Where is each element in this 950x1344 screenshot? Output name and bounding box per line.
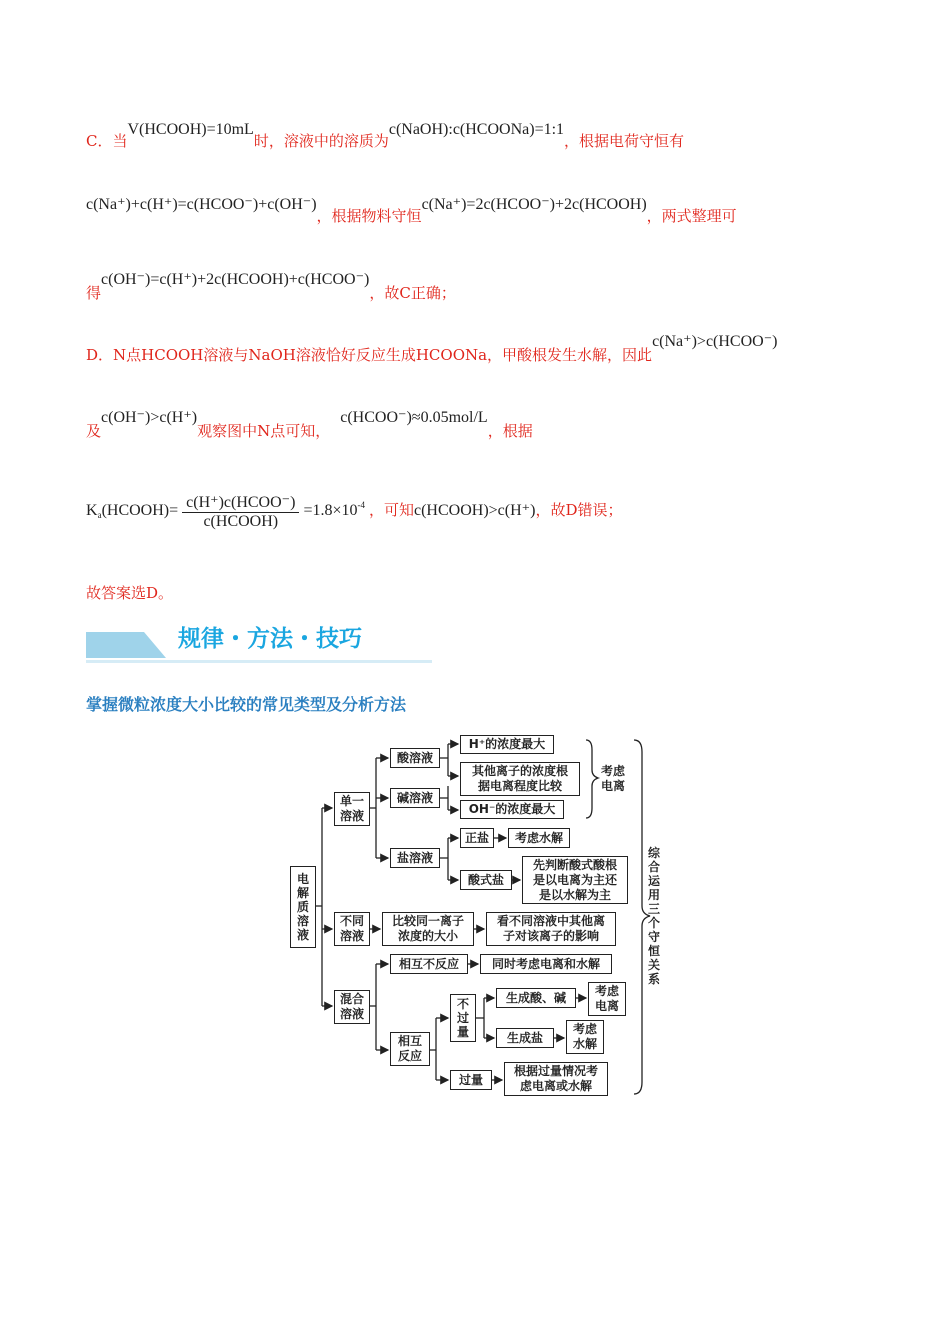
formula-v-hcooh: V(HCOOH)=10mL [127, 121, 254, 138]
node-mixed-solution: 混合 溶液 [334, 990, 370, 1024]
formula-na-gt-hcoo: c(Na⁺)>c(HCOO⁻) [652, 333, 778, 350]
section-subheading: 掌握微粒浓度大小比较的常见类型及分析方法 [86, 695, 407, 714]
node-gen-acid-base: 生成酸、碱 [496, 988, 576, 1008]
ka-numerator: c(H⁺)c(HCOO⁻) [182, 492, 299, 513]
node-acid-salt: 酸式盐 [460, 870, 512, 890]
para-c-suffix: ，根据电荷守恒有 [564, 132, 685, 150]
node-consider-hydrolysis: 考虑水解 [508, 828, 570, 848]
node-excess-note: 根据过量情况考 虑电离或水解 [504, 1062, 608, 1096]
node-excess: 过量 [450, 1070, 492, 1090]
node-electrolyte-solution: 电 解 质 溶 液 [290, 866, 316, 948]
label-three-conservation: 综 合 运 用 三 个 守 恒 关 系 [647, 846, 660, 986]
node-gen-salt: 生成盐 [496, 1028, 554, 1048]
node-both-ionization-hydrolysis: 同时考虑电离和水解 [480, 954, 612, 974]
node-compare-same-ion: 比较同一离子 浓度的大小 [382, 912, 474, 946]
node-oh-max: OH⁻的浓度最大 [460, 800, 564, 819]
label-consider-ionization: 考虑 电离 [600, 764, 625, 793]
node-different-solutions: 不同 溶液 [334, 912, 370, 946]
formula-oh-gt-h: c(OH⁻)>c(H⁺) [101, 409, 198, 426]
para-c2-mid: ，根据物料守恒 [316, 207, 422, 225]
node-no-reaction: 相互不反应 [390, 954, 468, 974]
node-consider-hydrolysis-2: 考虑 水解 [566, 1020, 604, 1054]
node-consider-ionization-2: 考虑 电离 [588, 982, 626, 1016]
ka-denominator: c(HCOOH) [203, 513, 279, 530]
para-c2-suffix: ，两式整理可 [646, 207, 737, 225]
para-d-text: D．N点HCOOH溶液与NaOH溶液恰好反应生成HCOONa，甲酸根发生水解，因此 [86, 346, 653, 364]
node-other-ions: 其他离子的浓度根 据电离程度比较 [460, 762, 580, 796]
para-d3-mid: ，可知 [368, 501, 414, 520]
para-c-prefix: C．当 [86, 132, 128, 150]
node-single-solution: 单一 溶液 [334, 792, 370, 826]
para-d2-suffix: ，根据 [487, 422, 533, 440]
formula-hcoo-conc: c(HCOO⁻)≈0.05mol/L [340, 409, 488, 426]
para-c3-prefix: 得 [86, 284, 102, 302]
para-d2-prefix: 及 [86, 422, 102, 440]
node-base-solution: 碱溶液 [390, 788, 440, 808]
node-mutual-reaction: 相互 反应 [390, 1032, 430, 1066]
para-c3-suffix: ，故C正确； [369, 284, 456, 302]
banner-title: 规律・方法・技巧 [178, 626, 362, 652]
node-acid-solution: 酸溶液 [390, 748, 440, 768]
formula-ka: $K_a(HCOOH)=$ $\frac{\text{c(H⁺)c(HCOO⁻)}}{\text{c(HCOOH)}}$ $=1.8\times 10^{-4}$ [86, 494, 365, 530]
node-normal-salt: 正盐 [460, 828, 494, 848]
node-acid-salt-note: 先判断酸式酸根 是以电离为主还 是以水解为主 [522, 856, 628, 904]
formula-mass-balance: c(Na⁺)=2c(HCOO⁻)+2c(HCOOH) [421, 196, 647, 213]
para-d3-suffix: ，故D错误； [535, 501, 623, 520]
formula-hcooh-gt-h: c(HCOOH)>c(H⁺) [414, 502, 536, 520]
formula-charge-balance: c(Na⁺)+c(H⁺)=c(HCOO⁻)+c(OH⁻) [86, 196, 317, 213]
answer-line: 故答案选D。 [86, 584, 174, 602]
formula-proton-balance: c(OH⁻)=c(H⁺)+2c(HCOOH)+c(HCOO⁻) [101, 271, 370, 288]
formula-ratio: c(NaOH):c(HCOONa)=1:1 [388, 121, 565, 138]
node-salt-solution: 盐溶液 [390, 848, 440, 868]
para-c-mid: 时，溶液中的溶质为 [253, 132, 389, 150]
node-compare-note: 看不同溶液中其他离 子对该离子的影响 [486, 912, 616, 946]
node-not-excess: 不 过 量 [450, 994, 476, 1042]
para-d2-mid: 观察图中N点可知， [197, 422, 331, 440]
node-h-max: H⁺的浓度最大 [460, 735, 554, 754]
